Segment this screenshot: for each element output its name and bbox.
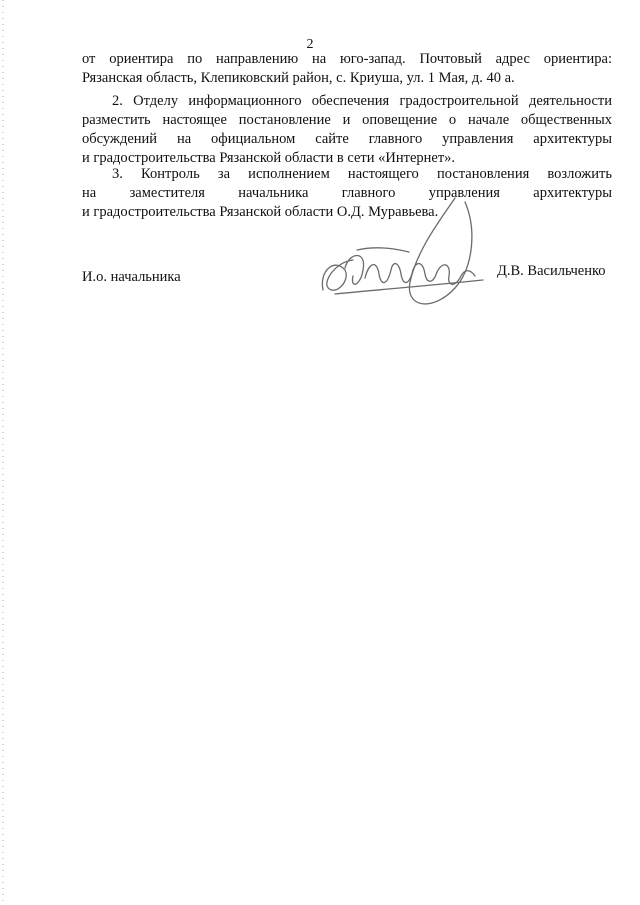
paragraph-line: 2. Отделу информационного обеспечения градостроительной деятельности bbox=[112, 93, 612, 109]
paragraph-line: 3. Контроль за исполнением настоящего постановления возложить bbox=[112, 166, 612, 182]
scan-edge-artifact bbox=[2, 0, 4, 905]
paragraph-line: на заместителя начальника главного управления архитектуры bbox=[82, 185, 612, 201]
paragraph-line: обсуждений на официальном сайте главного управления архитектуры bbox=[82, 131, 612, 147]
paragraph-line: и градостроительства Рязанской области в сети «Интернет». bbox=[82, 150, 456, 166]
paragraph-address bbox=[82, 50, 612, 88]
handwritten-signature bbox=[305, 190, 505, 320]
paragraph-line: Рязанская область, Клепиковский район, с. Криуша, ул. 1 Мая, д. 40 а. bbox=[82, 70, 515, 86]
paragraph-line: от ориентира по направлению на юго-запад. Почтовый адрес ориентира: bbox=[82, 51, 612, 67]
page-number: 2 bbox=[306, 37, 314, 52]
paragraph-line: разместить настоящее постановление и оповещение о начале общественных bbox=[82, 112, 612, 128]
signatory-name: Д.В. Васильченко bbox=[497, 263, 606, 279]
paragraph-item-2 bbox=[82, 92, 612, 168]
signatory-role: И.о. начальника bbox=[82, 269, 181, 285]
paragraph-line: и градостроительства Рязанской области О.Д. Муравьева. bbox=[82, 204, 439, 220]
